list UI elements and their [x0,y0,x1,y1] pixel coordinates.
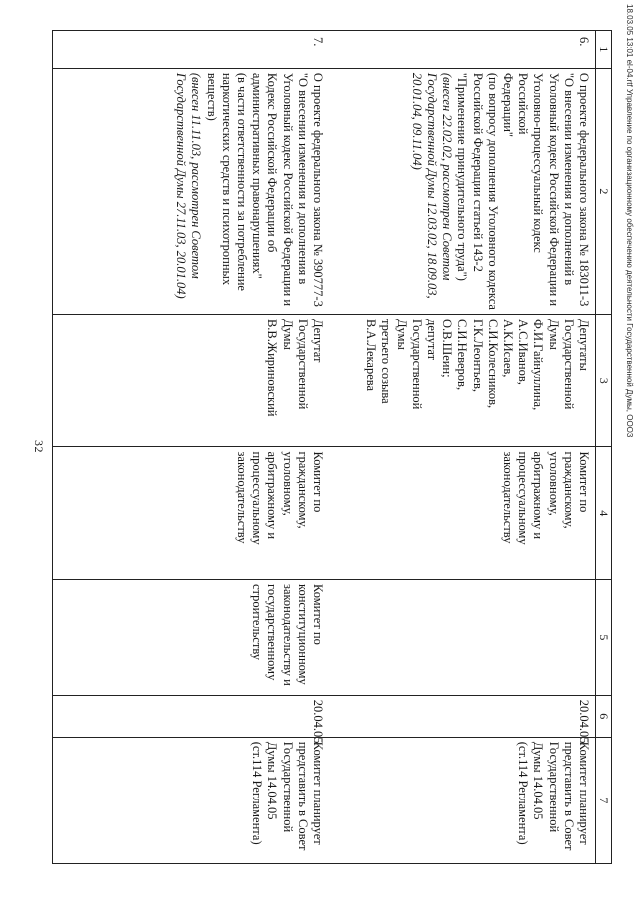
decision-line: представить в Совет [561,741,576,851]
committee-cell [53,447,330,580]
author-line: Думы [546,318,561,350]
committee-line: уголовному, [546,451,561,516]
author-line: Государственной [561,318,576,410]
footer-text: 18.03.05 13:01 el-04.rtf Управление по организационному обеспечению деятельности Государственной Думы, ООО3 [625,4,634,438]
author-line: депутат [424,318,439,361]
author-line: Государственной [295,318,310,410]
author-line: третьего созыва [379,318,394,404]
author-line: Депутаты [577,318,591,371]
decision-line: (ст.114 Регламента) [516,741,531,845]
committee-line: Комитет по [577,451,591,513]
row-number: 6. [329,31,596,69]
author-line: Думы [394,318,409,350]
author-line: Ф.И.Гайнуллина, [531,318,546,411]
bill-title-line: Российской Федерации статьей 143-2 [470,72,485,272]
bill-title-line: О проекте федерального закона № 183011-3 [577,72,591,307]
author-line: А.К.Исаев, [500,318,515,378]
bill-title-line: (в части ответственности за потребление [234,72,249,291]
committee-line: законодательству [500,451,515,544]
table-row [53,31,330,864]
authors-cell [53,314,330,447]
author-line: С.И.Колесников, [485,318,500,409]
co-committee-cell [53,580,330,696]
decision-line: Думы 14.04.05 [531,741,546,820]
author-line: Государственной [409,318,424,410]
committee-line: арбитражному и [265,451,280,540]
author-line: Г.К.Леонтьев, [470,318,485,392]
date-cell: 20.04.05 [329,695,596,737]
bill-title-line: Кодекс Российской Федерации об [265,72,280,253]
decision-line: Государственной [546,741,561,833]
bill-title-cell [329,68,596,314]
decision-line: представить в Совет [295,741,310,851]
bill-title-line: "О внесении изменения и дополнений в [561,72,576,286]
author-line: С.И.Неверов, [455,318,470,391]
decision-cell [53,737,330,863]
co-committee-line: конституционному [295,584,310,685]
date-cell: 20.04.05 [53,695,330,737]
column-header: 6 [596,695,612,737]
decision-line: (ст.114 Регламента) [250,741,265,845]
committee-line: Комитет по [311,451,325,513]
page-number: 32 [32,440,46,453]
bill-title-line: "О внесении изменения и дополнения в [295,72,310,285]
co-committee-line: законодательству и [280,584,295,686]
committee-line: процессуальному [250,451,265,545]
bill-title-line: веществ) [204,72,219,121]
bill-note-line: (внесен 11.11.03, рассмотрен Советом [189,72,204,279]
bill-title-line: наркотических средств и психотропных [219,72,234,286]
decision-line: Государственной [280,741,295,833]
committee-line: законодательству [234,451,249,544]
bill-title-line: О проекте федерального закона № 390777-3 [311,72,325,307]
decision-line: Комитет планирует [311,741,325,845]
bill-title-line: Федерации" [500,72,515,137]
bill-note-line: Государственной Думы 12.03.02, 18.09.03, [424,72,439,299]
committee-line: процессуальному [516,451,531,545]
bill-title-line: (по вопросу дополнения Уголовного кодекса [485,72,500,310]
committee-line: гражданскому, [295,451,310,529]
bill-note-line: Государственной Думы 27.11.03, 20.01.04) [174,72,189,299]
bill-title-line: Уголовно-процессуальный кодекс Российской [516,72,546,253]
row-number: 7. [53,31,330,69]
co-committee-line: государственному [265,584,280,681]
author-line: А.С.Иванов, [516,318,531,385]
column-header: 3 [596,314,612,447]
table-header-row [596,31,612,864]
column-header: 5 [596,580,612,696]
committee-line: уголовному, [280,451,295,516]
author-line: Думы [280,318,295,350]
bill-note-line: 20.01.04, 09.11.04) [409,72,424,170]
committee-line: арбитражному и [531,451,546,540]
bill-title-cell [53,68,330,314]
column-header: 1 [596,31,612,69]
decision-cell [329,737,596,863]
bill-title-line: "Применение принудительного труда") [455,72,470,281]
committee-line: гражданскому, [561,451,576,529]
bills-table [52,30,612,864]
bill-title-line: административных правонарушениях" [250,72,265,279]
decision-line: Комитет планирует [577,741,591,845]
co-committee-line: Комитет по [311,584,325,645]
bill-note-line: (внесен 22.02.02, рассмотрен Советом [440,72,455,281]
co-committee-line: строительству [250,584,265,661]
author-line: В.В.Жириновский [265,318,280,417]
bill-title-line: Уголовный кодекс Российской Федерации и [280,72,295,307]
table-row [329,31,596,864]
author-line: Депутат [311,318,325,363]
authors-cell [329,314,596,447]
column-header: 2 [596,68,612,314]
co-committee-cell [329,580,596,696]
decision-line: Думы 14.04.05 [265,741,280,820]
column-header: 4 [596,447,612,580]
author-line: В.А.Лекарева [364,318,379,392]
bill-title-line: Уголовный кодекс Российской Федерации и [546,72,561,307]
column-header: 7 [596,737,612,863]
author-line: О.В.Шеин; [440,318,455,378]
committee-cell [329,447,596,580]
